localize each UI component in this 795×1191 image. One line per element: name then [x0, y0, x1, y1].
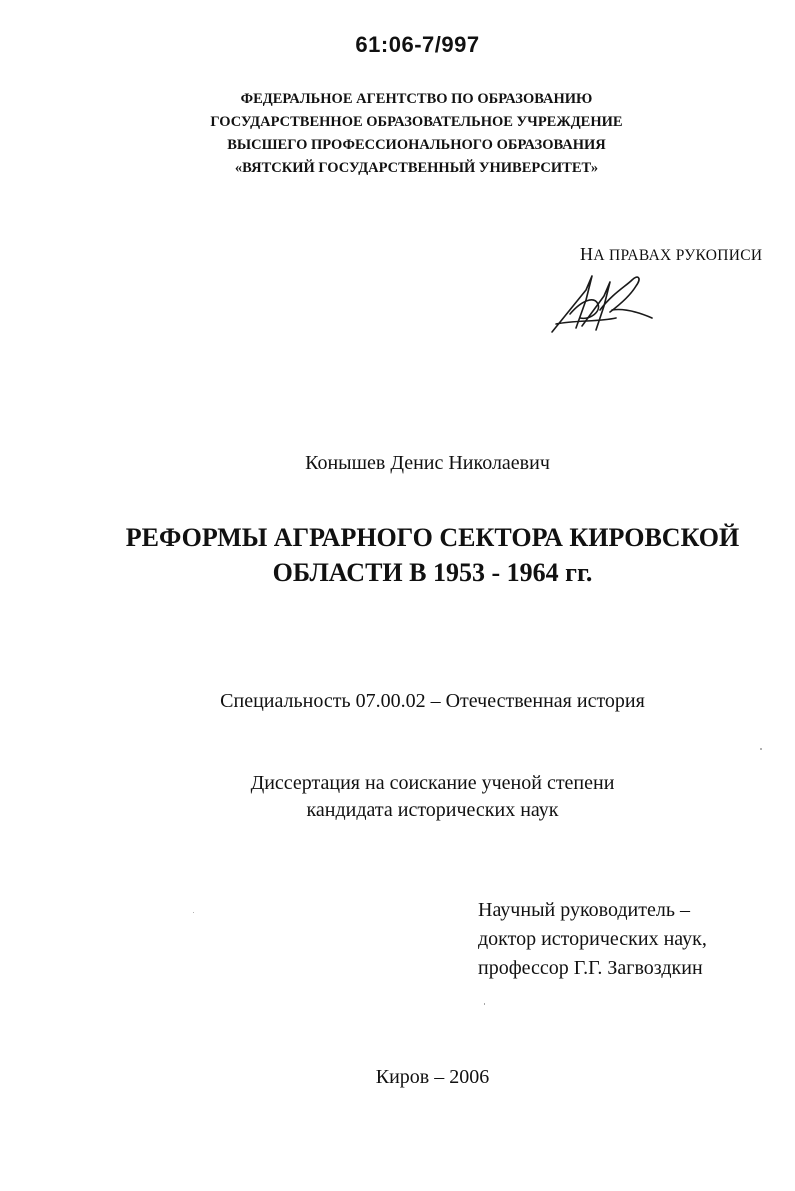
- catalog-stamp: 61:06-7/997: [355, 32, 480, 57]
- institution-line: ВЫСШЕГО ПРОФЕССИОНАЛЬНОГО ОБРАЗОВАНИЯ: [227, 137, 606, 153]
- title-line: ОБЛАСТИ В 1953 - 1964 гг.: [272, 558, 593, 587]
- degree-line: кандидата исторических наук: [306, 799, 559, 821]
- signature-icon: [546, 270, 656, 342]
- rights-first-letter: Н: [580, 244, 594, 264]
- advisor-line: профессор Г.Г. Загвоздкин: [478, 957, 703, 979]
- scan-speck: [760, 748, 762, 750]
- institution-line: ГОСУДАРСТВЕННОЕ ОБРАЗОВАТЕЛЬНОЕ УЧРЕЖДЕНИЕ: [210, 114, 623, 130]
- degree-line: Диссертация на соискание ученой степени: [250, 772, 615, 794]
- author-name: Конышев Денис Николаевич: [305, 452, 550, 474]
- scan-speck: [484, 1003, 485, 1005]
- advisor-line: доктор исторических наук,: [478, 928, 707, 950]
- specialty: Специальность 07.00.02 – Отечественная история: [220, 690, 645, 712]
- institution-header: [0, 88, 795, 180]
- institution-line: «ВЯТСКИЙ ГОСУДАРСТВЕННЫЙ УНИВЕРСИТЕТ»: [234, 160, 599, 176]
- degree-statement: [0, 770, 795, 824]
- scientific-advisor: [478, 896, 707, 983]
- scan-speck: [193, 912, 194, 913]
- rights-rest: А ПРАВАХ РУКОПИСИ: [593, 247, 763, 264]
- institution-line: ФЕДЕРАЛЬНОЕ АГЕНТСТВО ПО ОБРАЗОВАНИЮ: [240, 91, 593, 107]
- dissertation-title: [0, 520, 795, 590]
- city-year: Киров – 2006: [375, 1066, 490, 1088]
- manuscript-rights-note: [580, 244, 762, 265]
- advisor-line: Научный руководитель –: [478, 899, 690, 921]
- title-line: РЕФОРМЫ АГРАРНОГО СЕКТОРА КИРОВСКОЙ: [125, 523, 740, 552]
